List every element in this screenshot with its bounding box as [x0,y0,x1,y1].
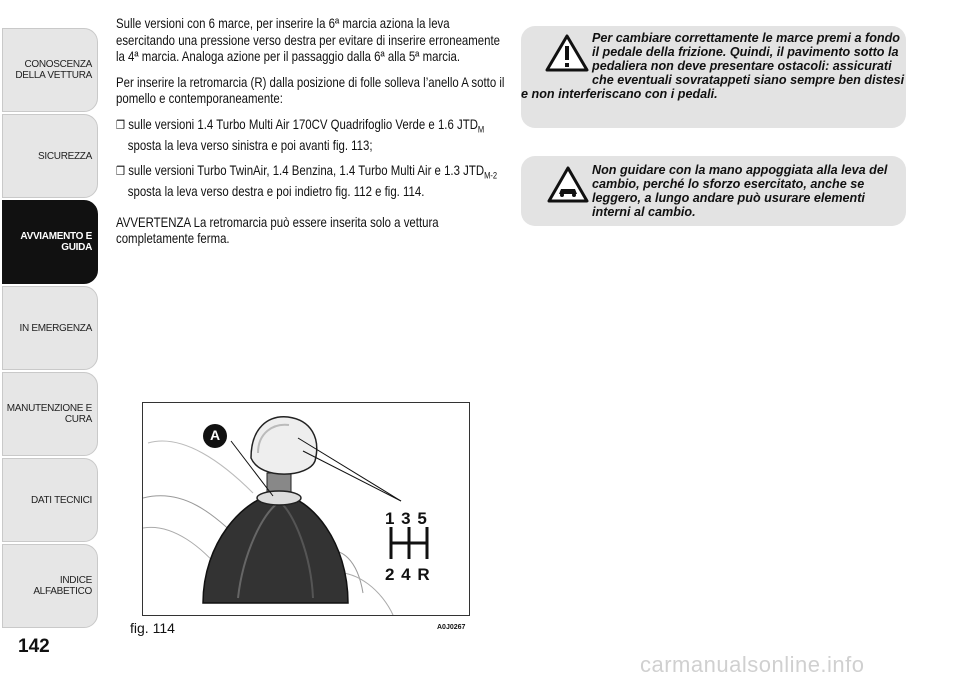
checkbox-bullet-icon: ❒ [116,117,126,132]
body-text [116,16,507,257]
callout-label-a: A [209,427,221,443]
watermark: carmanualsonline.info [640,652,865,677]
warning-box [521,26,906,128]
paragraph: Per inserire la retromarcia (R) dalla posizione di folle solleva l’anello A sotto il pomello e contemporaneamente: [116,74,505,106]
tab-manutenzione[interactable]: MANUTENZIONE E CURA [2,372,98,456]
figure-code: A0J0267 [437,624,466,631]
tab-avviamento[interactable]: AVVIAMENTO E GUIDA [2,200,98,284]
tab-sicurezza[interactable]: SICUREZZA [2,114,98,198]
tab-dati-tecnici[interactable]: DATI TECNICI [2,458,98,542]
page-number: 142 [18,636,50,657]
list-item: ❒ sulle versioni 1.4 Turbo Multi Air 170CV Quadrifoglio Verde e 1.6 $JTD_M$ sposta la leva verso sinistra e poi avanti fig. 113; [116,116,485,153]
warning-text: Non guidare con la mano appoggiata alla leva del cambio, perché lo sforzo esercitato, anche se leggero, a lungo andare può usurare elementi interni al cambio. [592,163,888,219]
gear-numbers-bottom: 2 4 R [385,565,430,584]
checkbox-bullet-icon: ❒ [116,164,126,179]
warning-box [521,156,906,226]
paragraph: Sulle versioni con 6 marce, per inserire la 6ª marcia aziona la leva esercitando una pressione verso destra per evitare di inserire erroneamente la 4ª marcia. Analoga azione per il passaggio dalla 6ª alla 5ª marcia. [116,16,501,64]
gear-numbers-top: 1 3 5 [385,509,427,528]
car-warning-triangle-icon [547,166,589,204]
tab-conoscenza[interactable]: CONOSCENZA DELLA VETTURA [2,28,98,112]
warning-text: Per cambiare correttamente le marce premi a fondo il pedale della frizione. Quindi, il pavimento sotto la pedaliera non deve presentare ostacoli: assicurati che eventuali sovratappeti siano sempre ben distesi e non interferiscano con i pedali. [521,31,905,101]
list-item: ❒ sulle versioni Turbo TwinAir, 1.4 Benzina, 1.4 Turbo Multi Air e 1.3 $JTD_{M-2}$ sposta la leva verso destra e poi indietro fig. 112 e fig. 114. [116,163,498,200]
figure-caption: fig. 114 [130,620,175,636]
tab-emergenza[interactable]: IN EMERGENZA [2,286,98,370]
paragraph: AVVERTENZA La retromarcia può essere inserita solo a vettura completamente ferma. [116,214,439,247]
gear-shift-figure [142,402,470,616]
tab-indice[interactable]: INDICE ALFABETICO [2,544,98,628]
